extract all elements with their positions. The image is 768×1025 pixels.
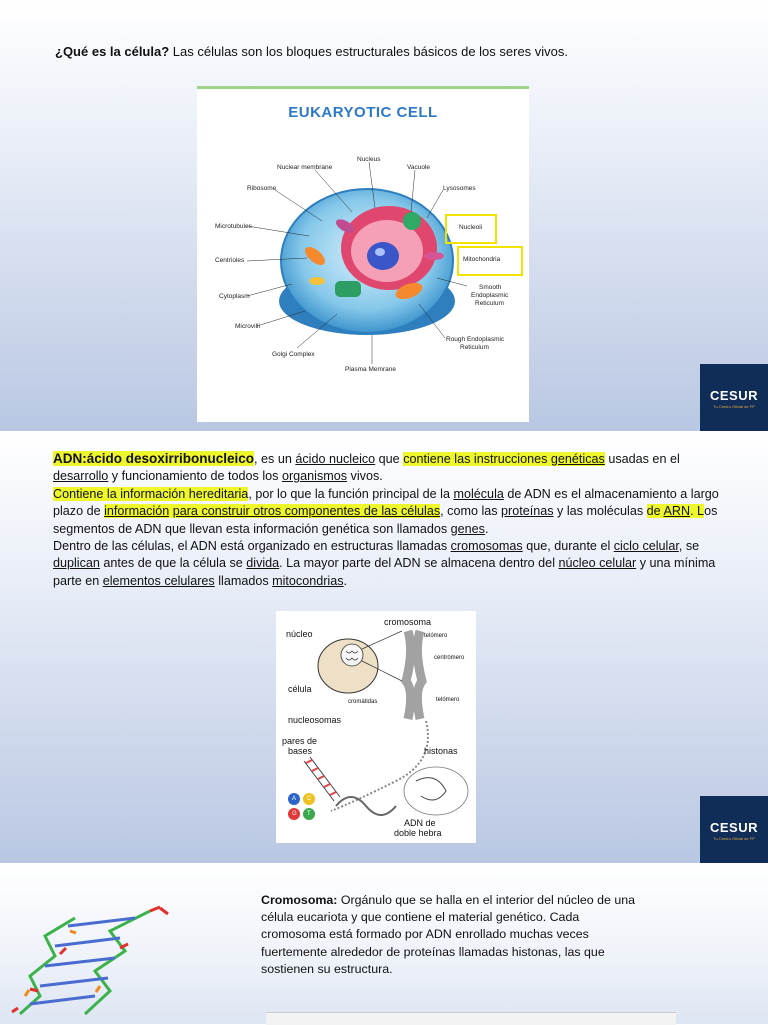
text: . [343,573,348,588]
label-adn-2: doble hebra [394,828,442,838]
text: , es un [254,452,296,466]
text: que, durante el [522,539,614,554]
cesur-logo [700,796,768,864]
text: llamados [214,573,273,588]
adn-label: ADN: [53,451,87,466]
cromosoma-text [261,892,641,978]
label-adn-1: ADN de [404,818,436,828]
label-smooth-er-2: Endoplasmic [471,292,509,299]
link-geneticas[interactable]: genéticas [550,452,605,466]
label-plasma-membrane: Plasma Memrane [345,366,396,373]
label-microvilli: Microvilli [235,323,260,330]
link-divida[interactable]: divida [246,556,280,571]
cell-question: ¿Qué es la célula? [55,44,170,59]
dna-molecule-image [0,896,180,1024]
label-histonas: histonas [424,746,458,756]
text: de [646,504,664,519]
label-microtubules: Microtubules [215,223,252,230]
cesur-tagline: Tu Centro Oficial de FP [713,404,755,409]
label-lysosomes: Lysosomes [443,185,476,192]
adn-paragraph-1 [53,450,733,486]
cromosoma-definition: Orgánulo que se halla en el interior del núcleo de una célula eucariota y que contiene el material genético. Cada cromosoma está formado por ADN enrollado muchas veces fuertemente alrededor de proteínas llamadas histonas, las que sostienen su estructura. [261,893,636,976]
link-organismos[interactable]: organismos [281,469,348,484]
label-cytoplasm: Cytoplasm [219,293,250,300]
label-pares-2: bases [288,746,313,756]
label-ribosome: Ribosome [247,185,277,192]
text: . La mayor parte del ADN se almacena dentro del [279,556,559,571]
cesur-name: CESUR [709,388,758,403]
label-nucleus: Nucleus [357,156,381,163]
label-cromatidas: cromátidas [348,699,378,705]
base-a: A [292,796,297,802]
link-componentes-celulas[interactable]: para construir otros componentes de las células [172,504,441,519]
slide-cell [0,0,768,432]
cesur-logo [700,364,768,432]
label-celula: célula [288,684,312,694]
link-arn[interactable]: ARN [663,504,691,519]
link-duplican[interactable]: duplican [53,556,100,571]
label-pares-1: pares de [282,736,318,746]
link-nucleo-celular[interactable]: núcleo celular [558,556,637,571]
link-cromosomas[interactable]: cromosomas [450,539,523,554]
text: y una mínima parte en [53,556,716,588]
base-c: C [307,796,312,802]
link-ciclo-celular[interactable]: ciclo celular [613,539,679,554]
chromosome-diagram [276,611,476,843]
label-smooth-er-1: Smooth [479,284,502,291]
label-mitochondria: Mitochondria [463,256,501,263]
text: , por lo que la función principal de la [248,486,454,501]
label-centrioles: Centrioles [215,257,245,264]
highlight-informacion-hereditaria: Contiene la información hereditaria [53,486,249,501]
label-nucleo: núcleo [286,629,313,639]
label-smooth-er-3: Reticulum [475,300,504,307]
label-telomero-1: telómero [424,633,448,639]
link-desarrollo[interactable]: desarrollo [53,469,109,484]
text: usadas en el [604,452,680,466]
adn-full-name: ácido desoxirribonucleico [86,451,255,466]
label-golgi: Golgi Complex [272,351,315,358]
chromosome-illustration [276,611,476,843]
cesur-name: CESUR [709,820,758,835]
text: . L [690,504,705,519]
link-acido-nucleico[interactable]: ácido nucleico [295,452,376,466]
cesur-tagline: Tu Centro Oficial de FP [713,836,755,841]
text: y las moléculas [553,504,647,519]
text: antes de que la célula se [99,556,247,571]
link-molecula[interactable]: molécula [453,486,504,501]
label-cromosoma: cromosoma [384,617,432,627]
label-centromero: centrómero [434,655,465,661]
label-telomero-2: telómero [436,697,460,703]
next-element-top [266,1012,676,1025]
cell-title: EUKARYOTIC CELL [288,104,438,121]
link-elementos-celulares[interactable]: elementos celulares [102,573,215,588]
adn-text [53,450,733,590]
cell-answer: Las células son los bloques estructurales básicos de los seres vivos. [169,44,569,59]
highlight-instrucciones: contiene las instrucciones [403,452,551,466]
link-proteinas[interactable]: proteínas [501,504,554,519]
base-g: G [292,811,297,817]
text: os segmentos de ADN que llevan esta información genética son llamados [53,504,718,536]
text: Dentro de las células, el ADN está organizado en estructuras llamadas [53,539,451,554]
label-rough-er-2: Reticulum [460,344,489,351]
text: . [484,521,489,536]
text: , se [678,539,700,554]
adn-paragraph-3 [53,538,733,590]
adn-paragraph-2 [53,486,733,538]
link-informacion[interactable]: información [104,504,170,519]
text: vivos. [347,469,383,484]
text: de ADN es el almacenamiento a largo plazo de [53,486,719,519]
text: que [375,452,404,466]
label-vacuole: Vacuole [407,164,431,171]
label-nuclear-membrane: Nuclear membrane [277,164,333,171]
label-rough-er-1: Rough Endoplasmic [446,336,505,343]
text: , como las [440,504,502,519]
link-genes[interactable]: genes [450,521,485,536]
label-nucleoli: Nucleoli [459,224,483,231]
cell-question-line [55,44,568,59]
cromosoma-title: Cromosoma: [261,893,338,907]
eukaryotic-cell-image [197,86,529,422]
base-t: T [307,811,311,817]
link-mitocondrias[interactable]: mitocondrias [272,573,344,588]
label-nucleosomas: nucleosomas [288,715,342,725]
text: y funcionamiento de todos los [108,469,282,484]
